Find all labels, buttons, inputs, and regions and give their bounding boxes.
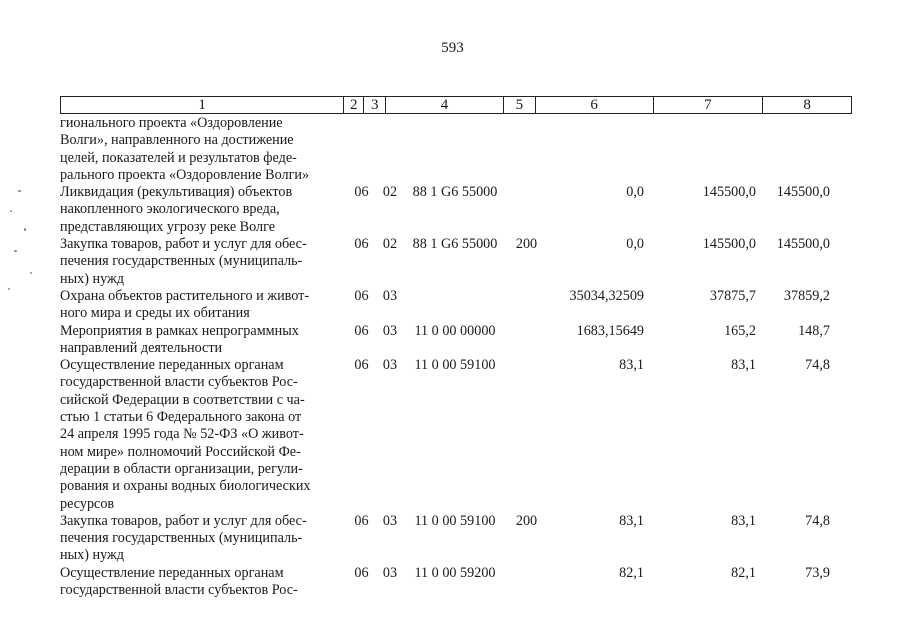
amount-col-7: 37875,7 xyxy=(709,287,756,304)
row-description xyxy=(60,323,344,358)
header-col-6: 6 xyxy=(536,97,654,113)
description-line: представляющих угрозу реке Волге xyxy=(60,218,276,235)
description-line: рального проекта «Оздоровление Волги» xyxy=(60,166,310,183)
section-code: 06 xyxy=(354,512,369,529)
table-row xyxy=(60,513,852,565)
section-code: 06 xyxy=(354,357,369,374)
amount-col-6 xyxy=(544,115,644,184)
description-line: печения государственных (муниципаль- xyxy=(60,530,303,547)
amount-col-7: 165,2 xyxy=(724,322,756,339)
table-row xyxy=(60,357,852,513)
page-number: 593 xyxy=(441,40,464,56)
table-header-row xyxy=(60,96,852,114)
subsection-code xyxy=(379,115,401,184)
subsection-code: 02 xyxy=(382,184,398,201)
expense-type-code xyxy=(509,323,544,358)
header-col-5: 5 xyxy=(504,97,536,113)
amount-col-7: 83,1 xyxy=(731,512,756,529)
target-article-code xyxy=(401,288,509,323)
row-description xyxy=(60,513,344,565)
description-line: печения государственных (муниципаль- xyxy=(60,253,303,270)
header-col-2: 2 xyxy=(344,97,364,113)
description-line: ном мире» полномочий Российской Фе- xyxy=(60,443,301,460)
description-line: Волги», направленного на достижение xyxy=(60,132,294,149)
target-article-code xyxy=(401,115,509,184)
amount-col-8: 74,8 xyxy=(805,512,830,529)
description-line: ного мира и среды их обитания xyxy=(60,305,250,322)
scan-margin-specks xyxy=(0,180,40,300)
amount-col-8: 145500,0 xyxy=(776,236,830,253)
section-code xyxy=(344,115,379,184)
description-line: стью 1 статьи 6 Федерального закона от xyxy=(60,409,302,426)
expense-type-code xyxy=(509,184,544,236)
description-line: Охрана объектов растительного и живот- xyxy=(60,287,310,304)
target-article-code: 88 1 G6 55000 xyxy=(412,184,498,201)
table-row xyxy=(60,288,852,323)
table-body xyxy=(60,115,852,599)
subsection-code: 03 xyxy=(382,357,398,374)
table-row xyxy=(60,323,852,358)
section-code: 06 xyxy=(354,287,369,304)
description-line: 24 апреля 1995 года № 52-ФЗ «О живот- xyxy=(60,426,304,443)
table-row xyxy=(60,565,852,600)
header-col-8: 8 xyxy=(803,97,811,113)
amount-col-8: 73,9 xyxy=(805,564,830,581)
row-description xyxy=(60,184,344,236)
header-col-7: 7 xyxy=(654,97,764,113)
expense-type-code xyxy=(509,115,544,184)
description-line: Осуществление переданных органам xyxy=(60,564,284,581)
subsection-code: 02 xyxy=(382,236,398,253)
amount-col-8: 145500,0 xyxy=(776,184,830,201)
description-line: направлений деятельности xyxy=(60,339,223,356)
amount-col-7: 82,1 xyxy=(731,564,756,581)
expense-type-code xyxy=(509,357,544,513)
amount-col-6: 82,1 xyxy=(619,564,644,581)
amount-col-8: 74,8 xyxy=(805,357,830,374)
target-article-code: 88 1 G6 55000 xyxy=(412,236,498,253)
description-line: государственной власти субъектов Рос- xyxy=(60,374,298,391)
target-article-code: 11 0 00 59100 xyxy=(414,357,496,374)
description-line: Мероприятия в рамках непрограммных xyxy=(60,322,299,339)
amount-col-6: 83,1 xyxy=(619,512,644,529)
expense-type-code: 200 xyxy=(515,512,538,529)
amount-col-7: 145500,0 xyxy=(702,236,756,253)
header-col-3: 3 xyxy=(364,97,386,113)
amount-col-7: 145500,0 xyxy=(702,184,756,201)
subsection-code: 03 xyxy=(382,287,398,304)
row-description xyxy=(60,357,344,513)
description-line: Ликвидация (рекультивация) объектов xyxy=(60,184,293,201)
description-line: Закупка товаров, работ и услуг для обес- xyxy=(60,236,307,253)
section-code: 06 xyxy=(354,322,369,339)
description-line: гионального проекта «Оздоровление xyxy=(60,115,283,131)
description-line: дерации в области организации, регули- xyxy=(60,460,303,477)
description-line: государственной власти субъектов Рос- xyxy=(60,582,298,599)
table-row xyxy=(60,236,852,288)
target-article-code: 11 0 00 59100 xyxy=(414,512,496,529)
subsection-code: 03 xyxy=(382,322,398,339)
section-code: 06 xyxy=(354,236,369,253)
target-article-code: 11 0 00 59200 xyxy=(414,564,496,581)
row-description xyxy=(60,565,344,600)
amount-col-6: 0,0 xyxy=(626,184,644,201)
description-line: ресурсов xyxy=(60,495,115,512)
amount-col-6: 0,0 xyxy=(626,236,644,253)
amount-col-8: 148,7 xyxy=(798,322,830,339)
table-row xyxy=(60,115,852,184)
description-line: Закупка товаров, работ и услуг для обес- xyxy=(60,512,307,529)
amount-col-6: 83,1 xyxy=(619,357,644,374)
subsection-code: 03 xyxy=(382,512,398,529)
header-col-4: 4 xyxy=(386,97,504,113)
description-line: Осуществление переданных органам xyxy=(60,357,284,374)
description-line: ных) нужд xyxy=(60,270,125,287)
section-code: 06 xyxy=(354,564,369,581)
amount-col-6: 1683,15649 xyxy=(576,322,644,339)
section-code: 06 xyxy=(354,184,369,201)
description-line: накопленного экологического вреда, xyxy=(60,201,280,218)
description-line: рования и охраны водных биологических xyxy=(60,478,311,495)
subsection-code: 03 xyxy=(382,564,398,581)
table-row xyxy=(60,184,852,236)
row-description xyxy=(60,236,344,288)
description-line: ных) нужд xyxy=(60,547,125,564)
amount-col-6: 35034,32509 xyxy=(569,287,644,304)
expense-type-code xyxy=(509,288,544,323)
amount-col-8: 37859,2 xyxy=(783,287,830,304)
amount-col-7: 83,1 xyxy=(731,357,756,374)
header-col-1: 1 xyxy=(61,97,344,113)
description-line: сийской Федерации в соответствии с ча- xyxy=(60,391,305,408)
expense-type-code xyxy=(509,565,544,600)
description-line: целей, показателей и результатов феде- xyxy=(60,149,297,166)
target-article-code: 11 0 00 00000 xyxy=(414,322,496,339)
amount-col-8 xyxy=(756,115,852,184)
row-description xyxy=(60,288,344,323)
amount-col-7 xyxy=(644,115,756,184)
row-description xyxy=(60,115,344,184)
expense-type-code: 200 xyxy=(515,236,538,253)
